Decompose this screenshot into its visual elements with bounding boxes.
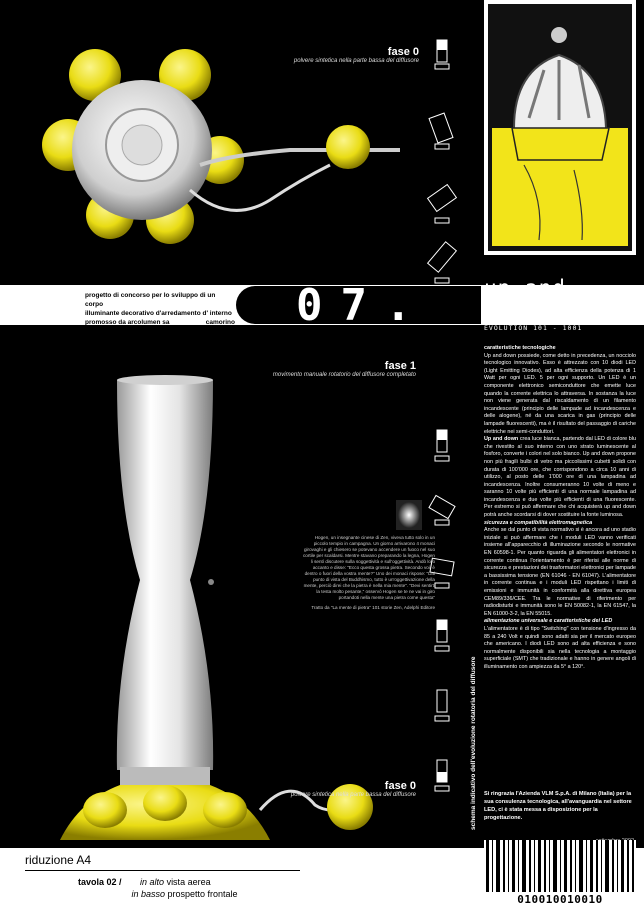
- down-value: prospetto frontale: [167, 889, 238, 899]
- fase1-subtitle: movimento manuale rotatorio del diffusore completato: [272, 372, 416, 378]
- column-heading-3: alimentazione universale e caratteristiche dei LED: [484, 618, 613, 625]
- rotation-evolution-strip: [425, 20, 470, 830]
- column-paragraph-4: L'alimentatore è di tipo "Switching" con tensione d'ingresso da 85 a 240 Volt e quindi sono adatti sia per il mercato europeo che americano. I diodi LED sono ad alta efficienza e sono normalmente disponibili sia nella tecnologia a montaggio superficiale (SMT) che tradizionale e hanno in genere angoli di illuminamento con ampiezza da 5° a 120°.: [484, 625, 636, 670]
- brand-line-2: down: [484, 292, 556, 325]
- sheet-number: 07.: [296, 280, 430, 331]
- brand-line-1: up and: [484, 276, 566, 300]
- column-heading: caratteristiche tecnologiche: [484, 345, 556, 351]
- table-number: tavola 02 /: [78, 877, 122, 887]
- quote-source: Tratto da "La mente di pietra" 101 storie Zen, Adelphi Editore: [311, 605, 435, 610]
- column-paragraph-2: [484, 436, 636, 520]
- vertical-caption-text: schema indicativo dell'evoluzione rotatoria del diffusore: [470, 656, 477, 830]
- fase0-top-label: [219, 46, 419, 64]
- project-description: [85, 291, 235, 327]
- fase0-bottom-subtitle: polvere sintetica nella parte bassa del diffusore: [290, 792, 416, 798]
- fase0-top-title: fase 0: [387, 46, 419, 58]
- table-legend: [78, 876, 238, 900]
- project-location: camorino: [205, 319, 235, 326]
- column-p2-lead: Up and down: [484, 436, 519, 443]
- up-value: vista aerea: [166, 877, 211, 887]
- quote-text: Hogen, un insegnante cinese di Zen, viveva tutto solo in un piccolo tempio in campagna. Un giorno arrivarono 4 monaci girovaghi e gli chiesero se potevano accendere un fuoco nel suo cortile per scaldarsi. Mentre stavano preparando la legna, Hogen li sentì discutere sulla soggettività e sull'oggettività. Andò loro accanto e disse: "Ecco questa grossa pietra. Secondo voi, è dentro o fuori della vostra mente?" Uno dei monaci rispose: "Dal punto di vista del Buddhismo, tutto è un'oggettivazione della mente, perciò direi che la pietra è nella mia mente". "Devi sentirti la testa molto pesante," osservò Hogen se te ne vai in giro portandoti nella mente una pietra come questa": [302, 535, 435, 600]
- reduction-label: riduzione A4: [25, 853, 92, 867]
- down-label: in basso: [131, 889, 165, 899]
- vertical-caption: [470, 630, 480, 830]
- sketch-illustration: [484, 0, 636, 255]
- technical-column: [484, 345, 636, 672]
- column-paragraph-1: Up and down possiede, come detto in precedenza, un nocciolo tecnologico innovativo. Esso è attrezzato con 10 diodi LED (Light Emitting Diodes), ad alta efficienza della potenza di 1 Watt per ogni LED. 5 per ogni supporto. Un LED è un componente elettronico semiconduttore che emette luce quando la corrente elettrica lo attraversa. In sostanza la luce non viene generata dal riscaldamento di un filamento incandescente (principio delle lampade ad incandescenza e delle alogene), né da una scarica in gas (principio delle lampade fluorescenti), ma è il risultato del passaggio di cariche elettriche nei semi-conduttori.: [484, 352, 636, 435]
- aerial-view-illustration: [30, 40, 420, 255]
- fase0-bottom-title: fase 0: [384, 780, 416, 792]
- fase1-title: fase 1: [384, 360, 416, 372]
- column-heading-2: sicurezza e compatibilità elettromagnetica: [484, 519, 593, 526]
- barcode-bars: [484, 840, 636, 892]
- barcode-number: 010010010010: [517, 893, 603, 906]
- brand-tagline: EVOLUTION 101 - 1001: [484, 324, 583, 332]
- footer-divider: [25, 870, 300, 871]
- front-view-illustration: [30, 375, 400, 848]
- glow-photo: [396, 500, 422, 530]
- column-paragraph-3: Anche se dal punto di vista normativo si è ancora ad uno stadio iniziale si può affermare che i moduli LED vanno verificati insieme all'apparecchio di illuminazione secondo le normative EN 60598-1. Per quanto riguarda gli alimentatori elettronici in corrente continua l'orientamento è per riferisi alle norme di sicurezza e prestazioni dei trasformatori elettronici per lampade a bassissima tensione (EN 61046 - EN 61047). L'alimentatore in corrente continua e i moduli LED rispettano i limiti di emissioni e immunità in conformità alla direttiva europea CEM89/336/CEE. Tra le normative di riferimento per radiodisturbi e immunità sono le EN 50082-1, la EN 61547, la EN 61000-3-2, la EN 55015.: [484, 527, 636, 617]
- fase0-top-subtitle: polvere sintetica nella parte bassa del diffusore: [293, 58, 419, 64]
- zen-quote: [300, 535, 435, 611]
- fase0-bottom-label: [236, 780, 416, 798]
- up-label: in alto: [140, 877, 165, 887]
- project-line-1: progetto di concorso per lo sviluppo di un corpo: [85, 292, 216, 308]
- brand-logo: [484, 276, 583, 335]
- project-line-3: [85, 318, 235, 327]
- project-line-2: illuminante decorativo d'arredamento d' interno: [85, 310, 232, 317]
- project-promoter: promosso da arcolumen sa: [85, 319, 170, 326]
- acknowledgement: Si ringrazia l'Azienda VLM S.p.A. di Milano (Italia) per la sua consulenza tecnologica, all'avanguardia nel settore LED, ci è stata messa a disposizione per la progettazione.: [484, 791, 632, 821]
- number-block: [236, 280, 481, 331]
- column-p2-text: crea luce bianca, partendo dal LED di colore blu che rivestito al suo interno con uno strato luminescente al fosforo, converte i colori nel solo bianco. Up and down propone non più fragili bulbi di vetro ma piccolissimi cubetti solidi con durata di 100'000 ore, che corrispondono a circa 10 anni di utilizzo, al posto delle 1'000 ore di una lampadina ad incandescenza. Inoltre consumeranno 10 volte di meno e saranno 10 volte più efficienti di una normale lampadina ad incandescenza e due volte più efficienti di una fluorescente. Per estremo si può affermare che chi acquisterà up and down potrà anche scordarsi di dover sostituire la fonte luminosa.: [484, 436, 636, 519]
